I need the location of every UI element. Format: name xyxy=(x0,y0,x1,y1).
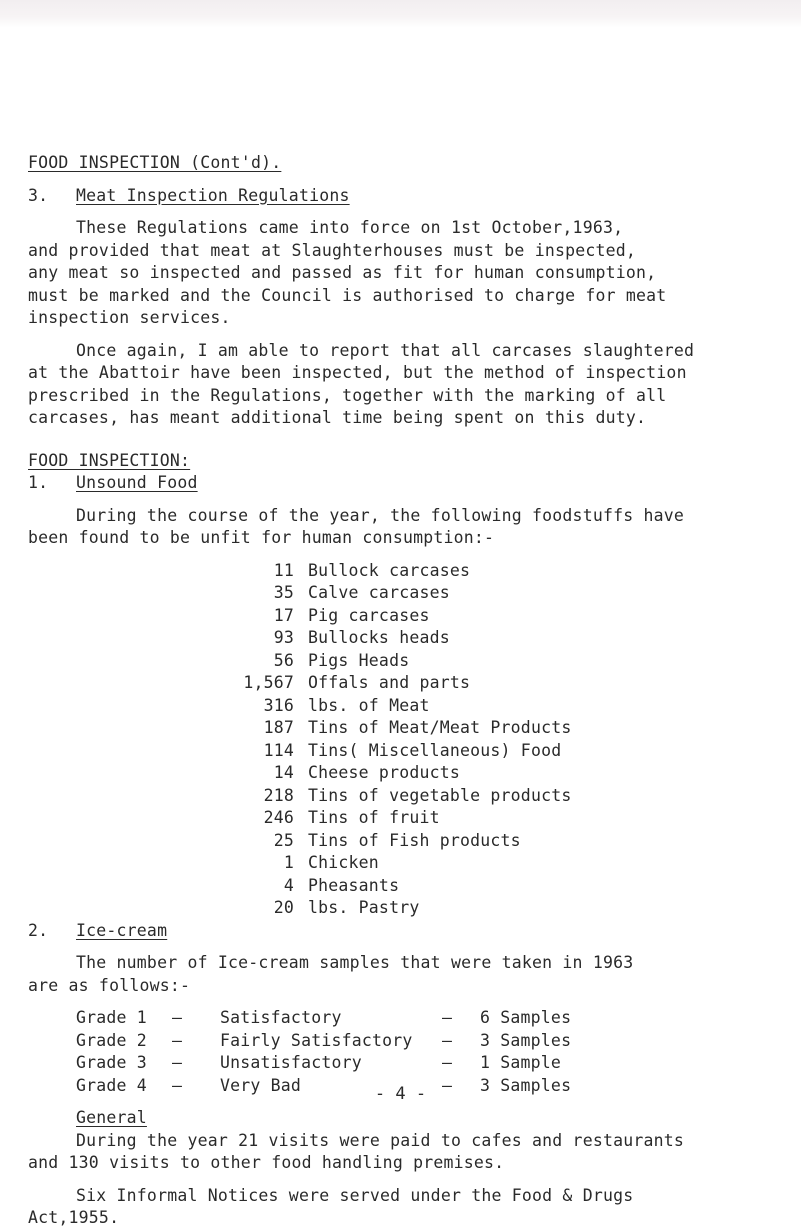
food-inspection-heading: FOOD INSPECTION: xyxy=(28,450,191,470)
food-item: Calve carcases xyxy=(308,583,450,602)
text-line: any meat so inspected and passed as fit for human consumption, xyxy=(28,263,657,282)
meat-paragraph-1 xyxy=(28,217,788,330)
text-line: prescribed in the Regulations, together with the marking of all xyxy=(28,385,667,405)
text-line: Once again, I am able to report that all carcases slaughtered xyxy=(76,340,695,360)
grade-label: Grade 4 xyxy=(76,1075,147,1095)
food-quantity: 17 xyxy=(273,605,294,625)
text-line: must be marked and the Council is authorised to charge for meat xyxy=(28,285,667,305)
page-heading: FOOD INSPECTION (Cont'd). xyxy=(28,153,282,172)
grade-row xyxy=(76,1007,788,1030)
unsound-food-row xyxy=(242,762,788,785)
general-paragraph-1 xyxy=(28,1130,788,1175)
general-heading: General xyxy=(76,1108,147,1127)
sample-count: 1 Sample xyxy=(480,1053,562,1072)
unsound-food-row xyxy=(242,807,788,830)
food-quantity: 4 xyxy=(283,875,294,895)
icecream-intro xyxy=(28,952,788,997)
sample-count: 3 Samples xyxy=(480,1075,572,1095)
food-quantity: 1 xyxy=(283,853,294,872)
grade-description: Very Bad xyxy=(220,1075,302,1095)
text-line: carcases, has meant additional time being spent on this duty. xyxy=(28,408,647,427)
unsound-food-row xyxy=(242,650,788,673)
section-number: 3. xyxy=(28,185,49,205)
grade-label: Grade 1 xyxy=(76,1008,147,1027)
text-line: are as follows:- xyxy=(28,975,191,995)
food-quantity: 35 xyxy=(273,583,294,602)
food-item: Tins of Fish products xyxy=(308,830,521,850)
dash: – xyxy=(442,1008,453,1027)
food-quantity: 187 xyxy=(263,718,294,737)
food-item: Bullocks heads xyxy=(308,628,450,647)
page-number: - 4 - xyxy=(374,1084,427,1104)
text-line: During the course of the year, the following foodstuffs have xyxy=(76,505,685,525)
text-line: Act,1955. xyxy=(28,1208,120,1227)
section-number: 2. xyxy=(28,920,49,940)
text-line: The number of Ice-cream samples that were taken in 1963 xyxy=(76,953,634,972)
food-quantity: 1,567 xyxy=(243,673,294,692)
text-line: at the Abattoir have been inspected, but the method of inspection xyxy=(28,363,687,382)
meat-paragraph-2 xyxy=(28,340,788,430)
icecream-heading xyxy=(28,920,788,943)
grade-row xyxy=(76,1052,788,1075)
unsound-food-row xyxy=(242,560,788,583)
grade-description: Fairly Satisfactory xyxy=(220,1030,413,1050)
food-quantity: 20 xyxy=(273,898,294,917)
dash: – xyxy=(442,1053,453,1072)
food-quantity: 56 xyxy=(273,650,294,670)
text-line: During the year 21 visits were paid to cafes and restaurants xyxy=(76,1130,685,1150)
unsound-food-list xyxy=(242,560,788,920)
dash: – xyxy=(442,1030,453,1050)
section-title: Ice-cream xyxy=(76,920,168,940)
food-item: lbs. of Meat xyxy=(308,695,430,715)
food-quantity: 218 xyxy=(263,785,294,805)
food-item: Pigs Heads xyxy=(308,650,410,670)
unsound-food-row xyxy=(242,830,788,853)
sample-count: 6 Samples xyxy=(480,1008,572,1027)
food-item: Tins( Miscellaneous) Food xyxy=(308,740,562,760)
food-item: Tins of Meat/Meat Products xyxy=(308,718,572,737)
food-quantity: 246 xyxy=(263,808,294,827)
food-item: lbs. Pastry xyxy=(308,898,420,917)
grade-label: Grade 2 xyxy=(76,1030,147,1050)
sample-count: 3 Samples xyxy=(480,1030,572,1050)
food-item: Tins of fruit xyxy=(308,808,440,827)
dash: – xyxy=(172,1053,183,1072)
text-line: and provided that meat at Slaughterhouses must be inspected, xyxy=(28,240,637,260)
unsound-food-row xyxy=(242,875,788,898)
unsound-food-row xyxy=(242,695,788,718)
section-title: Meat Inspection Regulations xyxy=(76,185,350,205)
text-line: Six Informal Notices were served under the Food & Drugs xyxy=(76,1185,634,1205)
unsound-food-row xyxy=(242,897,788,920)
unsound-food-row xyxy=(242,582,788,605)
section-meat-heading xyxy=(28,185,788,208)
unsound-food-row xyxy=(242,605,788,628)
grade-description: Unsatisfactory xyxy=(220,1053,362,1072)
unsound-intro xyxy=(28,505,788,550)
text-line: and 130 visits to other food handling premises. xyxy=(28,1153,505,1172)
food-item: Offals and parts xyxy=(308,673,471,692)
document-page xyxy=(28,152,788,1230)
unsound-food-row xyxy=(242,672,788,695)
food-item: Cheese products xyxy=(308,763,461,782)
unsound-food-row xyxy=(242,852,788,875)
unsound-food-row xyxy=(242,785,788,808)
text-line: been found to be unfit for human consumption:- xyxy=(28,528,495,547)
section-title: Unsound Food xyxy=(76,473,198,492)
unsound-food-row xyxy=(242,717,788,740)
food-quantity: 11 xyxy=(273,560,294,580)
grade-description: Satisfactory xyxy=(220,1008,342,1027)
dash: – xyxy=(172,1030,183,1050)
grade-label: Grade 3 xyxy=(76,1053,147,1072)
unsound-food-heading xyxy=(28,472,788,495)
unsound-food-row xyxy=(242,740,788,763)
food-item: Pheasants xyxy=(308,875,400,895)
unsound-food-row xyxy=(242,627,788,650)
food-quantity: 114 xyxy=(263,740,294,760)
dash: – xyxy=(442,1075,453,1095)
food-item: Pig carcases xyxy=(308,605,430,625)
grade-row xyxy=(76,1030,788,1053)
food-quantity: 93 xyxy=(273,628,294,647)
general-paragraph-2 xyxy=(28,1185,788,1230)
food-quantity: 14 xyxy=(273,763,294,782)
text-line: inspection services. xyxy=(28,308,231,327)
food-item: Tins of vegetable products xyxy=(308,785,572,805)
dash: – xyxy=(172,1075,183,1095)
dash: – xyxy=(172,1008,183,1027)
food-quantity: 25 xyxy=(273,830,294,850)
section-number: 1. xyxy=(28,473,49,492)
food-item: Bullock carcases xyxy=(308,560,471,580)
text-line: These Regulations came into force on 1st October,1963, xyxy=(76,218,624,237)
top-edge-band xyxy=(0,0,801,28)
food-quantity: 316 xyxy=(263,695,294,715)
food-item: Chicken xyxy=(308,853,379,872)
